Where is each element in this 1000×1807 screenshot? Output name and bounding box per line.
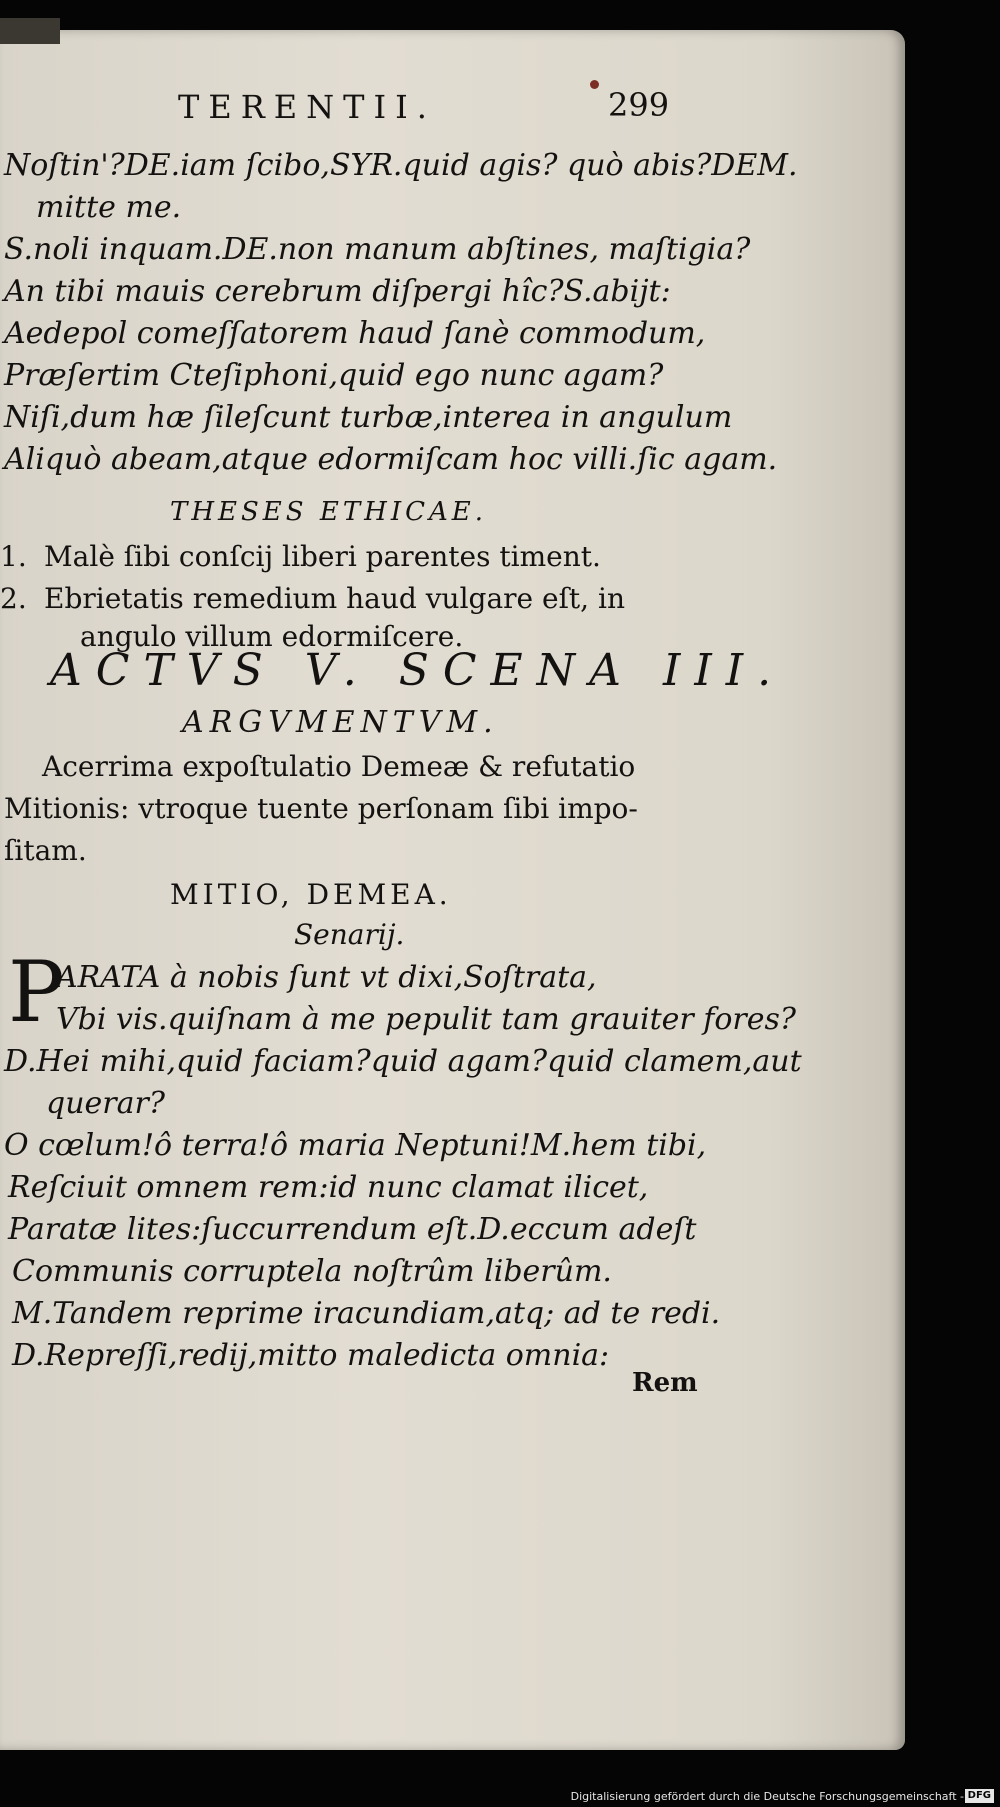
thesis-number: 1. (0, 540, 27, 573)
meter-label: Senarij. (294, 918, 405, 951)
drop-cap: P (8, 943, 65, 1041)
verse-line: Aliquò abeam,atque edormiſcam hoc villi.ſic agam. (4, 442, 778, 477)
verse-line: D.Hei mihi,quid faciam?quid agam?quid clamem,aut (4, 1044, 802, 1079)
catchword: Rem (632, 1368, 698, 1398)
thesis-number: 2. (0, 582, 27, 615)
thesis-line: angulo villum edormiſcere. (80, 620, 464, 653)
verse-line: Aedepol comeſſatorem haud ſanè commodum, (4, 316, 706, 351)
verse-line: ARATA à nobis ſunt vt dixi,Soſtrata, (56, 960, 597, 995)
verse-line: S.noli inquam.DE.non manum abſtines, maſtigia? (4, 232, 751, 267)
verse-line: Noſtin'?DE.iam ſcibo,SYR.quid agis? quò abis?DEM. (4, 148, 798, 183)
verse-line: M.Tandem reprime iracundiam,atq; ad te redi. (12, 1296, 721, 1331)
verse-line: mitte me. (36, 190, 182, 225)
page-number: 299 (608, 86, 670, 124)
running-head: TERENTII. (178, 88, 436, 126)
dfg-logo: DFG (965, 1789, 994, 1803)
verse-line: An tibi mauis cerebrum diſpergi hîc?S.abijt: (4, 274, 671, 309)
verse-line: Reſciuit omnem rem:id nunc clamat ilicet, (8, 1170, 649, 1205)
verse-line: Paratæ lites:ſuccurrendum eſt.D.eccum adeſt (8, 1212, 697, 1247)
argumentum-line: Mitionis: vtroque tuente perſonam ſibi impo- (4, 792, 638, 825)
verse-line: D.Repreſſi,redij,mitto maledicta omnia: (12, 1338, 610, 1373)
thesis-line: Malè ſibi conſcij liberi parentes timent. (44, 540, 601, 573)
argumentum-line: Acerrima expoſtulatio Demeæ & refutatio (42, 750, 636, 783)
verse-line: Præſertim Cteſiphoni,quid ego nunc agam? (4, 358, 664, 393)
verse-line: Communis corruptela noſtrûm liberûm. (12, 1254, 612, 1289)
argumentum-line: ſitam. (4, 834, 87, 867)
verse-line: Niſi,dum hæ ſileſcunt turbæ,interea in angulum (4, 400, 733, 435)
digitization-credit: Digitalisierung gefördert durch die Deutsche Forschungsgemeinschaft - (570, 1790, 964, 1803)
characters-heading: MITIO, DEMEA. (170, 878, 452, 911)
act-scene-heading: ACTVS V. SCENA III. (50, 645, 786, 696)
ink-spot (590, 80, 599, 89)
verse-line: Vbi vis.quiſnam à me pepulit tam grauiter fores? (56, 1002, 797, 1037)
theses-heading: THESES ETHICAE. (170, 497, 488, 527)
verse-line: querar? (46, 1086, 165, 1121)
thesis-line: Ebrietatis remedium haud vulgare eſt, in (44, 582, 625, 615)
verse-line: O cœlum!ô terra!ô maria Neptuni!M.hem tibi, (4, 1128, 707, 1163)
argumentum-heading: ARGVMENTVM. (182, 705, 499, 740)
